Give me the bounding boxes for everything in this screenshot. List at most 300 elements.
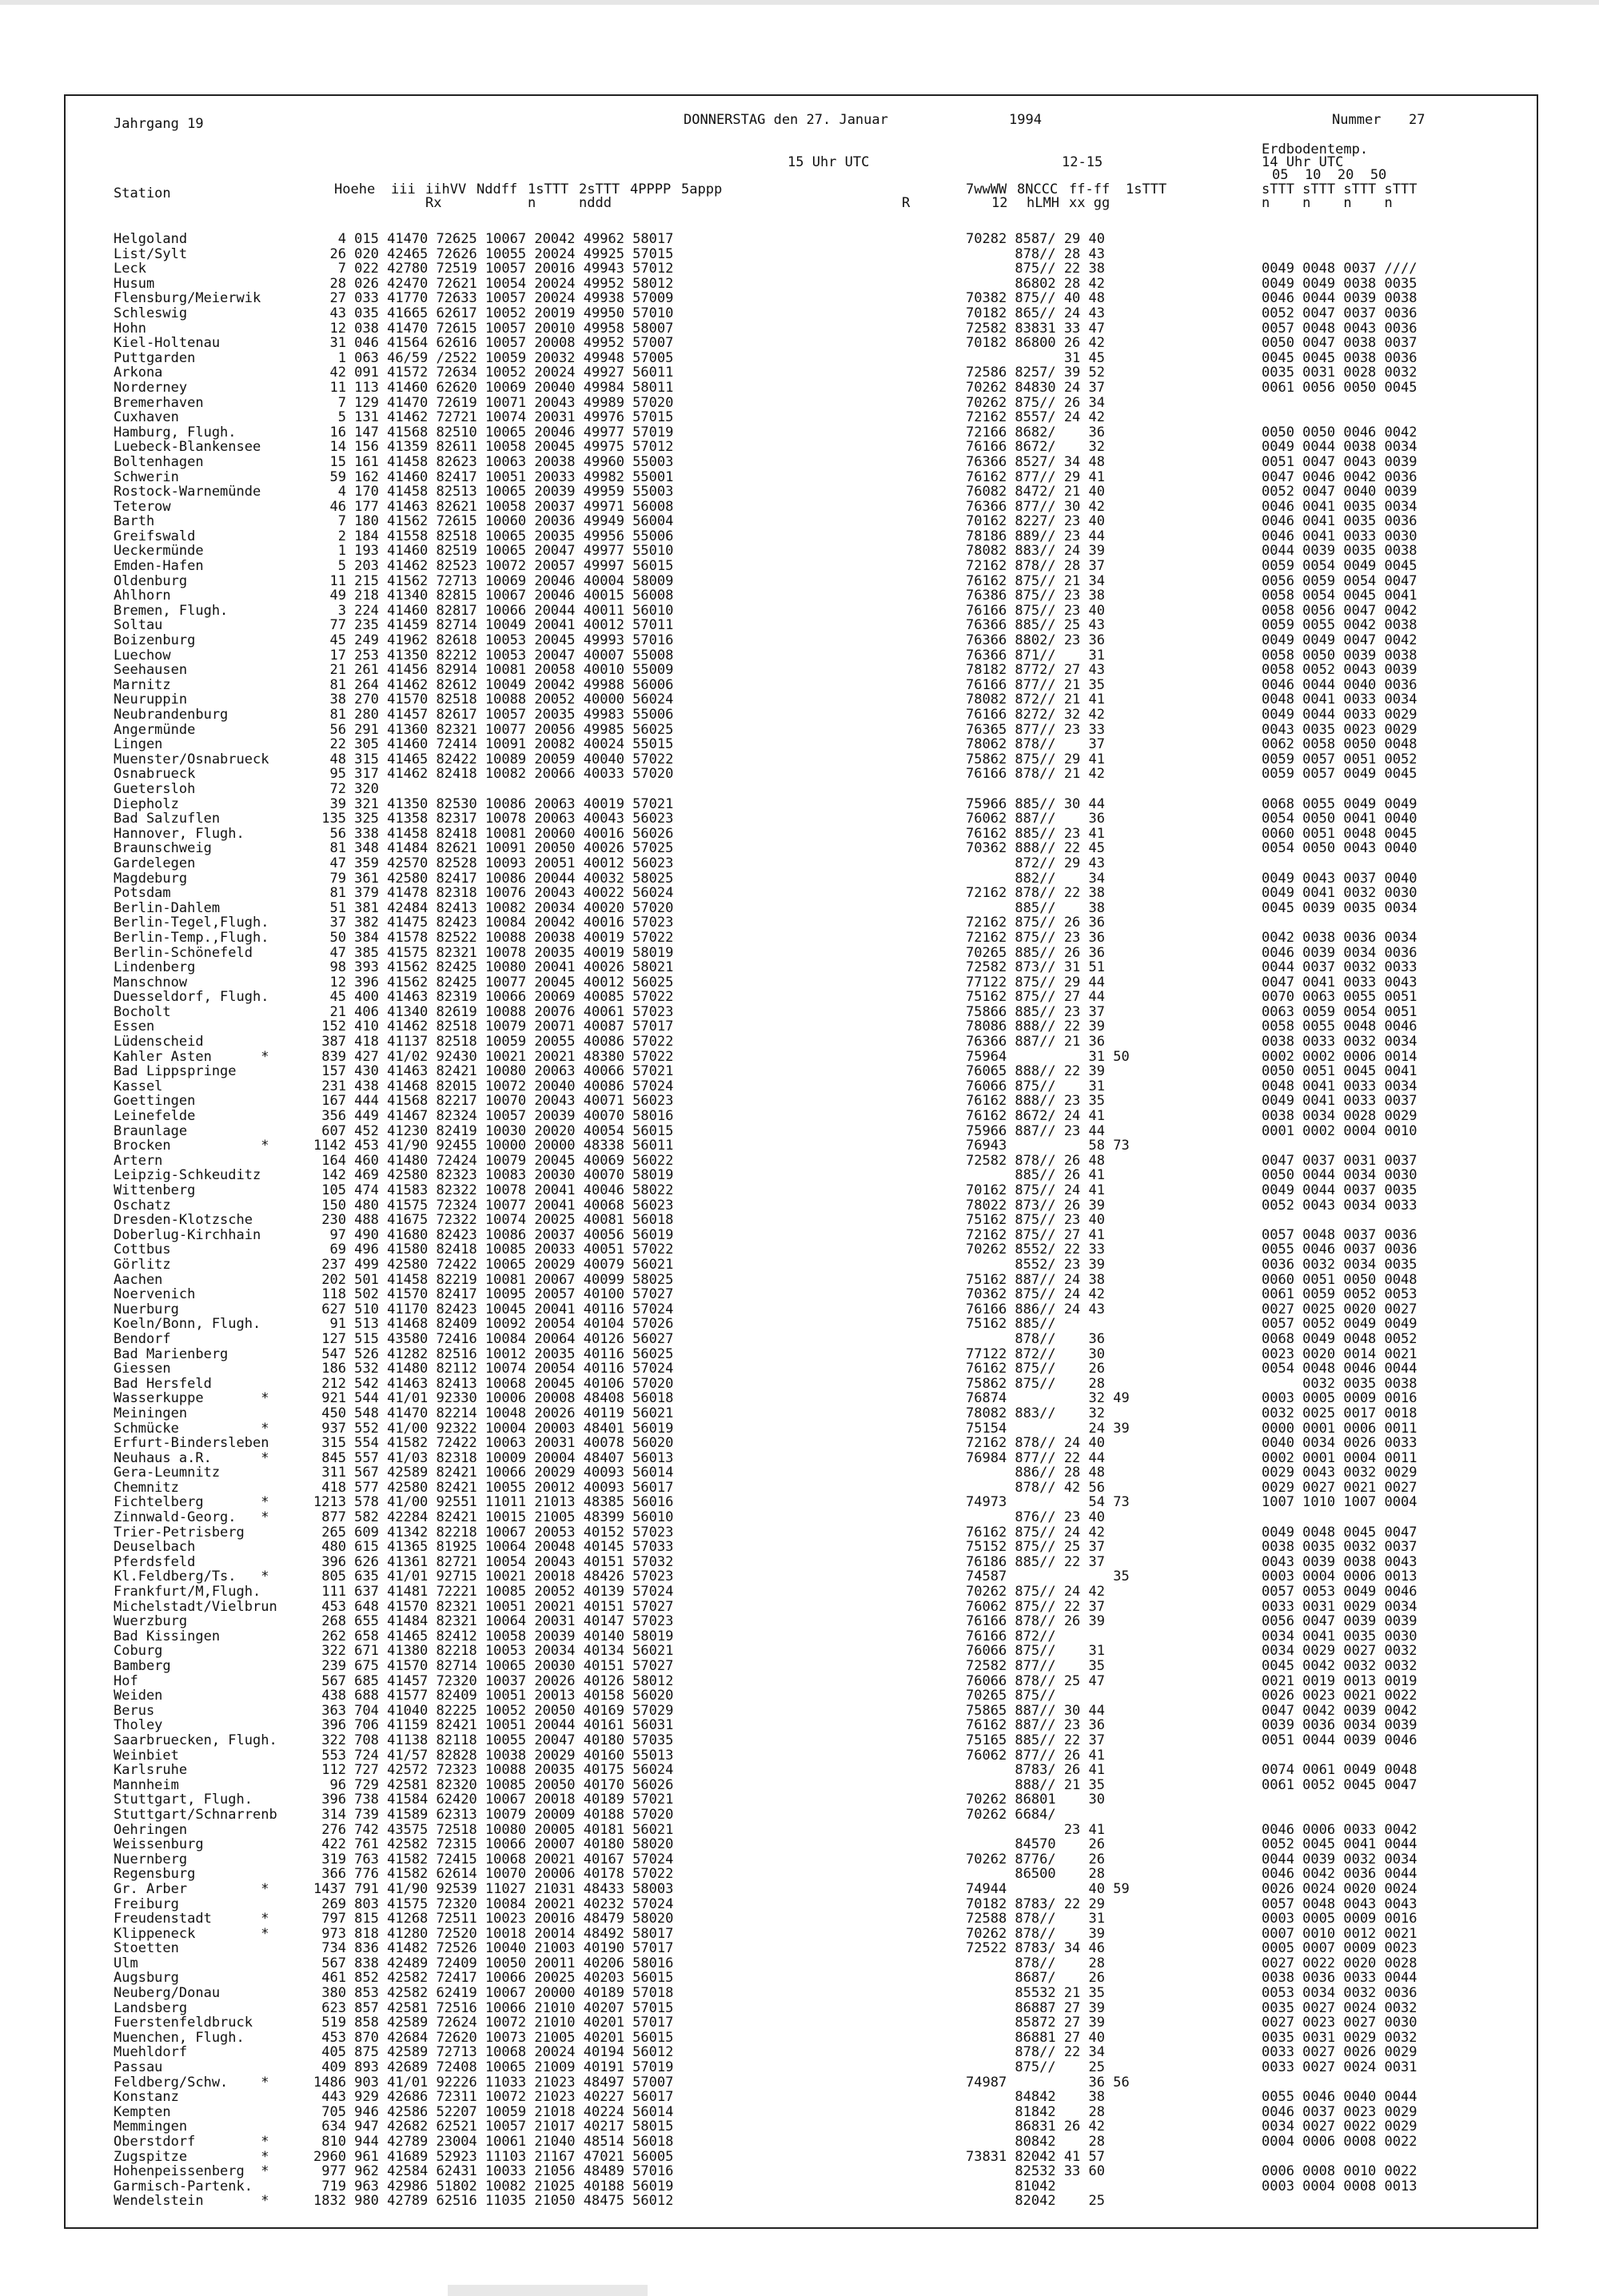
weather-values: 72522 8783/ 34 46 — [966, 1940, 1105, 1957]
station-name: Mannheim — [114, 1776, 179, 1793]
synop-values: 47 359 42570 82528 10093 20051 40012 56023 — [313, 855, 674, 871]
weather-values: 82532 33 60 — [966, 2163, 1105, 2180]
synop-values: 553 724 41/57 82828 10038 20029 40160 55013 — [313, 1747, 674, 1764]
synop-values: 21 261 41456 82914 10081 20058 40010 55009 — [313, 662, 674, 679]
synop-values: 797 815 41268 72511 10023 20016 48479 58020 — [313, 1911, 674, 1927]
station-name: Frankfurt/M,Flugh. — [114, 1584, 261, 1600]
weather-values: 76366 877// 30 42 — [966, 498, 1105, 515]
soil-temps: 0052 0047 0037 0036 — [1262, 305, 1418, 321]
soil-temps: 0007 0010 0012 0021 — [1262, 1925, 1418, 1942]
station-name: Kl.Feldberg/Ts. * — [114, 1569, 269, 1585]
station-name: Stoetten — [114, 1940, 179, 1957]
soil-temps: 0035 0031 0028 0032 — [1262, 365, 1418, 381]
weather-values: 76166 878// 26 39 — [966, 1613, 1105, 1630]
synop-values: 1213 578 41/00 92551 11011 21013 48385 56016 — [313, 1494, 674, 1511]
weather-values: 70262 878// 39 — [966, 1925, 1105, 1942]
synop-values: 315 554 41582 72422 10063 20031 40078 56020 — [313, 1435, 674, 1452]
soil-temps: 0057 0053 0049 0046 — [1262, 1584, 1418, 1600]
synop-values: 22 305 41460 72414 10091 20082 40024 55015 — [313, 736, 674, 753]
station-name: Cottbus — [114, 1242, 171, 1258]
synop-values: 152 410 41462 82518 10079 20071 40087 57017 — [313, 1018, 674, 1035]
synop-values: 921 544 41/01 92330 10006 20008 48408 56018 — [313, 1390, 674, 1407]
station-name: Diepholz — [114, 795, 179, 812]
synop-values: 59 162 41460 82417 10051 20033 49982 55001 — [313, 468, 674, 485]
station-name: Kempten — [114, 2103, 171, 2120]
synop-values: 239 675 41570 82714 10065 20030 40151 57027 — [313, 1658, 674, 1674]
station-name: Lindenberg — [114, 959, 196, 976]
soil-temps: 0059 0054 0049 0045 — [1262, 558, 1418, 575]
col-soil-sub: n n n n — [1262, 195, 1393, 211]
synop-values: 26 020 42465 72626 10055 20024 49925 57015 — [313, 245, 674, 262]
col-group1: 1sTTT — [528, 181, 569, 197]
weather-values: 76874 32 49 — [966, 1390, 1130, 1407]
soil-temps: 0046 0044 0040 0036 — [1262, 676, 1418, 693]
weather-values: 72588 878// 31 — [966, 1911, 1105, 1927]
weather-values: 31 45 — [966, 349, 1105, 366]
soil-temps: 0057 0048 0037 0036 — [1262, 1226, 1418, 1243]
synop-values: 634 947 42682 62521 10057 21017 40217 58015 — [313, 2119, 674, 2135]
weather-values: 72162 875// 27 41 — [966, 1226, 1105, 1243]
weather-values: 888// 21 35 — [966, 1776, 1105, 1793]
station-name: Schleswig — [114, 305, 188, 321]
soil-temps: 0049 0044 0038 0034 — [1262, 439, 1418, 456]
soil-temps: 0070 0063 0055 0051 — [1262, 989, 1418, 1006]
synop-values: 230 488 41675 72322 10074 20025 40081 56018 — [313, 1212, 674, 1229]
weather-values: 70262 8776/ 26 — [966, 1851, 1105, 1867]
soil-temps: 0035 0031 0029 0032 — [1262, 2029, 1418, 2046]
weather-values: 70362 875// 24 42 — [966, 1286, 1105, 1303]
synop-values: 135 325 41358 82317 10078 20063 40043 56023 — [313, 811, 674, 827]
synop-values: 118 502 41570 82417 10095 20057 40100 57027 — [313, 1286, 674, 1303]
soil-temps: 0050 0047 0038 0037 — [1262, 335, 1418, 352]
weather-values: 77122 872// 30 — [966, 1345, 1105, 1362]
weather-values: 878// 42 56 — [966, 1479, 1105, 1496]
station-name: Cuxhaven — [114, 409, 179, 426]
weather-values: 75162 875// 23 40 — [966, 1212, 1105, 1229]
weather-values: 76166 8672/ 32 — [966, 439, 1105, 456]
station-name: Oldenburg — [114, 572, 188, 589]
synop-values: 31 046 41564 62616 10057 20008 49952 57007 — [313, 335, 674, 352]
weather-values: 76066 878// 25 47 — [966, 1672, 1105, 1689]
station-name: Kahler Asten * — [114, 1048, 269, 1065]
weather-values: 86500 28 — [966, 1866, 1105, 1883]
weather-values: 86802 28 42 — [966, 275, 1105, 292]
station-name: Michelstadt/Vielbrun — [114, 1598, 277, 1615]
weather-values: 70362 888// 22 45 — [966, 840, 1105, 857]
station-name: Ueckermünde — [114, 543, 204, 560]
station-name: Fichtelberg * — [114, 1494, 269, 1511]
range-1215: 12-15 — [1062, 154, 1103, 170]
station-name: Husum — [114, 275, 155, 292]
weather-values: 75966 885// 30 44 — [966, 795, 1105, 812]
weather-values: 78062 878// 37 — [966, 736, 1105, 753]
soil-temps: 0052 0045 0041 0044 — [1262, 1836, 1418, 1853]
weather-values: 875// 25 — [966, 2059, 1105, 2076]
synop-values: 27 033 41770 72633 10057 20024 49938 57009 — [313, 290, 674, 307]
soil-temps: 0061 0059 0052 0053 — [1262, 1286, 1418, 1303]
synop-values: 28 026 42470 72621 10054 20024 49952 58012 — [313, 275, 674, 292]
soil-temps: 0038 0035 0032 0037 — [1262, 1539, 1418, 1556]
synop-values: 519 858 42589 72624 10072 21010 40201 57017 — [313, 2015, 674, 2031]
station-name: Potsdam — [114, 885, 171, 902]
station-name: Freiburg — [114, 1895, 179, 1912]
soil-temps: 0053 0034 0032 0036 — [1262, 1985, 1418, 2002]
weather-values: 8783/ 26 41 — [966, 1762, 1105, 1779]
synop-values: 567 685 41457 72320 10037 20026 40126 58012 — [313, 1672, 674, 1689]
station-name: Neuberg/Donau — [114, 1985, 221, 2002]
synop-values: 69 496 41580 82418 10085 20033 40051 57022 — [313, 1242, 674, 1258]
station-name: Görlitz — [114, 1256, 171, 1273]
synop-values: 4 170 41458 82513 10065 20039 49959 55003 — [313, 484, 674, 500]
station-name: Aachen — [114, 1271, 163, 1288]
weather-values: 70282 8587/ 29 40 — [966, 231, 1105, 247]
soil-temps: 0003 0004 0008 0013 — [1262, 2178, 1418, 2194]
synop-values: 405 875 42589 72713 10068 20024 40194 56012 — [313, 2044, 674, 2061]
weather-values: 78186 889// 23 44 — [966, 528, 1105, 544]
synop-values: 91 513 41468 82409 10092 20054 40104 57026 — [313, 1316, 674, 1333]
soil-temps: 0043 0035 0023 0029 — [1262, 721, 1418, 738]
synop-values: 1832 980 42789 62516 11035 21050 48475 56012 — [313, 2193, 674, 2210]
synop-values: 16 147 41568 82510 10065 20046 49977 57019 — [313, 424, 674, 440]
station-name: Seehausen — [114, 662, 188, 679]
soil-temps: 0033 0027 0026 0029 — [1262, 2044, 1418, 2061]
station-name: Nuerburg — [114, 1301, 179, 1317]
synop-values: 810 944 42789 23004 10061 21040 48514 56018 — [313, 2134, 674, 2150]
synop-values: 112 727 42572 72323 10088 20035 40175 56024 — [313, 1762, 674, 1779]
station-name: Erfurt-Bindersleben — [114, 1435, 269, 1452]
station-name: Feldberg/Schw. * — [114, 2074, 269, 2091]
weather-values: 875// 22 38 — [966, 261, 1105, 277]
weather-values: 70262 84830 24 37 — [966, 379, 1105, 396]
soil-temps: 0021 0019 0013 0019 — [1262, 1672, 1418, 1689]
number: 27 — [1409, 112, 1426, 128]
weather-values: 75162 887// 24 38 — [966, 1271, 1105, 1288]
col-group2: 2sTTT — [579, 181, 620, 197]
weather-values: 76162 875// 26 — [966, 1361, 1105, 1377]
weather-values: 878// 28 — [966, 1955, 1105, 1971]
synop-values: 268 655 41484 82321 10064 20031 40147 57023 — [313, 1613, 674, 1630]
soil-temps: 0046 0041 0033 0030 — [1262, 528, 1418, 544]
soil-temps: 0050 0051 0045 0041 — [1262, 1063, 1418, 1080]
soil-temps: 0039 0036 0034 0039 — [1262, 1717, 1418, 1734]
synop-values: 39 321 41350 82530 10086 20063 40019 57021 — [313, 795, 674, 812]
station-name: Luechow — [114, 647, 171, 664]
synop-values: 56 291 41360 82321 10077 20056 49985 56025 — [313, 721, 674, 738]
station-name: Rostock-Warnemünde — [114, 484, 261, 500]
soil-temps: 0049 0044 0033 0029 — [1262, 707, 1418, 723]
synop-values: 461 852 42582 72417 10066 20025 40203 56015 — [313, 1970, 674, 1987]
station-name: Gr. Arber * — [114, 1880, 269, 1897]
weather-values: 75862 875// 28 — [966, 1375, 1105, 1392]
weather-values: 82042 25 — [966, 2193, 1105, 2210]
weather-values: 886// 28 48 — [966, 1465, 1105, 1481]
weather-values: 70262 6684/ — [966, 1806, 1056, 1823]
weather-values: 878// 28 43 — [966, 245, 1105, 262]
weather-values: 77122 875// 29 44 — [966, 974, 1105, 991]
station-name: Kassel — [114, 1078, 163, 1094]
soil-temps: 0049 0049 0047 0042 — [1262, 632, 1418, 649]
synop-values: 51 381 42484 82413 10082 20034 40020 57020 — [313, 899, 674, 916]
soil-temps: 0044 0039 0035 0038 — [1262, 543, 1418, 560]
synop-values: 276 742 43575 72518 10080 20005 40181 56021 — [313, 1821, 674, 1838]
soil-temps: 0034 0027 0022 0029 — [1262, 2119, 1418, 2135]
station-name: Nuernberg — [114, 1851, 188, 1867]
weather-values: 70262 8552/ 22 33 — [966, 1242, 1105, 1258]
station-name: Giessen — [114, 1361, 171, 1377]
weather-values: 78182 8772/ 27 43 — [966, 662, 1105, 679]
synop-values: 2960 961 41689 52923 11103 21167 47021 56005 — [313, 2148, 674, 2165]
station-name: Berus — [114, 1702, 155, 1719]
weather-values: 81842 28 — [966, 2103, 1105, 2120]
soil-temps: 0046 0037 0023 0029 — [1262, 2103, 1418, 2120]
station-name: Koeln/Bonn, Flugh. — [114, 1316, 261, 1333]
weather-values: 75154 24 39 — [966, 1420, 1130, 1437]
synop-values: 45 400 41463 82319 10066 20069 40085 57022 — [313, 989, 674, 1006]
synop-values: 38 270 41570 82518 10088 20052 40000 56024 — [313, 692, 674, 708]
synop-values: 977 962 42584 62431 10033 21056 48489 57016 — [313, 2163, 674, 2180]
soil-temps: 0056 0047 0039 0039 — [1262, 1613, 1418, 1630]
weather-values: 23 41 — [966, 1821, 1105, 1838]
station-name: Neuruppin — [114, 692, 188, 708]
station-name: Bad Kissingen — [114, 1628, 221, 1644]
synop-values: 50 384 41578 82522 10088 20038 40019 57022 — [313, 929, 674, 946]
synop-values: 98 393 41562 82425 10080 20041 40026 58021 — [313, 959, 674, 976]
synop-values: 973 818 41280 72520 10018 20014 48492 58017 — [313, 1925, 674, 1942]
soil-temps: 0049 0048 0045 0047 — [1262, 1524, 1418, 1541]
weather-values: 75162 875// 27 44 — [966, 989, 1105, 1006]
station-name: Karlsruhe — [114, 1762, 188, 1779]
soil-temps: 0048 0041 0033 0034 — [1262, 692, 1418, 708]
synop-values: 42 091 41572 72634 10052 20024 49927 56011 — [313, 365, 674, 381]
soil-temps: 0032 0025 0017 0018 — [1262, 1405, 1418, 1421]
soil-temps: 0055 0046 0040 0044 — [1262, 2089, 1418, 2106]
synop-values: 627 510 41170 82423 10045 20041 40116 57024 — [313, 1301, 674, 1317]
synop-values: 5 131 41462 72721 10074 20031 49976 57015 — [313, 409, 674, 426]
weather-values: 70262 875// 24 42 — [966, 1584, 1105, 1600]
station-name: Weiden — [114, 1688, 163, 1704]
weather-values: 878// 22 34 — [966, 2044, 1105, 2061]
weather-values: 72162 8557/ 24 42 — [966, 409, 1105, 426]
soil-temps: 0043 0039 0038 0043 — [1262, 1553, 1418, 1570]
station-name: Hohn — [114, 320, 146, 337]
day-date: DONNERSTAG den 27. Januar — [684, 112, 888, 128]
synop-values: 719 963 42986 51802 10082 21025 40188 56019 — [313, 2178, 674, 2194]
col-ffff-sub: xx gg — [1069, 195, 1111, 211]
station-name: Augsburg — [114, 1970, 179, 1987]
station-name: Boltenhagen — [114, 453, 204, 470]
weather-values: 70162 875// 24 41 — [966, 1182, 1105, 1198]
station-name: Teterow — [114, 498, 171, 515]
soil-temps: 0058 0054 0045 0041 — [1262, 588, 1418, 604]
soil-temps: 0000 0001 0006 0011 — [1262, 1420, 1418, 1437]
station-name: Schmücke * — [114, 1420, 269, 1437]
station-name: Wasserkuppe * — [114, 1390, 269, 1407]
station-name: List/Sylt — [114, 245, 188, 262]
number-label: Nummer — [1332, 112, 1382, 128]
station-name: Zinnwald-Georg. * — [114, 1509, 269, 1526]
soil-temps: 0027 0025 0020 0027 — [1262, 1301, 1418, 1317]
weather-values: 76162 877// 29 41 — [966, 468, 1105, 485]
soil-temps: 0026 0023 0021 0022 — [1262, 1688, 1418, 1704]
synop-values: 157 430 41463 82421 10080 20063 40066 57021 — [313, 1063, 674, 1080]
weather-values: 76162 885// 23 41 — [966, 825, 1105, 842]
soil-temps: 0038 0036 0033 0044 — [1262, 1970, 1418, 1987]
weather-values: 75865 887// 30 44 — [966, 1702, 1105, 1719]
soil-temps: 0035 0027 0024 0032 — [1262, 1999, 1418, 2016]
weather-values: 75866 885// 23 37 — [966, 1003, 1105, 1020]
synop-values: 46 177 41463 82621 10058 20037 49971 56008 — [313, 498, 674, 515]
synop-values: 396 738 41584 62420 10067 20018 40189 57021 — [313, 1792, 674, 1808]
soil-temps: 0046 0041 0035 0036 — [1262, 513, 1418, 530]
synop-values: 5 203 41462 82523 10072 20057 49997 56015 — [313, 558, 674, 575]
weather-values: 76062 887// 36 — [966, 811, 1105, 827]
synop-values: 319 763 41582 72415 10068 20021 40167 57024 — [313, 1851, 674, 1867]
soil-temps: 0027 0022 0020 0028 — [1262, 1955, 1418, 1971]
soil-temps: 0068 0055 0049 0049 — [1262, 795, 1418, 812]
soil-temps: 0057 0052 0049 0049 — [1262, 1316, 1418, 1333]
weather-values: 76082 8472/ 21 40 — [966, 484, 1105, 500]
soil-temps: 0029 0043 0032 0029 — [1262, 1465, 1418, 1481]
synop-values: 47 385 41575 82321 10078 20035 40019 58019 — [313, 944, 674, 961]
synop-values: 380 853 42582 62419 10067 20000 40189 57018 — [313, 1985, 674, 2002]
soil-temps: 0044 0037 0032 0033 — [1262, 959, 1418, 976]
station-name: Bad Lippspringe — [114, 1063, 237, 1080]
weather-values: 70262 875// 26 34 — [966, 394, 1105, 411]
synop-values: 95 317 41462 82418 10082 20066 40033 57020 — [313, 766, 674, 783]
synop-values: 1 193 41460 82519 10065 20047 49977 55010 — [313, 543, 674, 560]
weather-values: 76166 886// 24 43 — [966, 1301, 1105, 1317]
weather-values: 78082 883// 24 39 — [966, 543, 1105, 560]
station-name: Braunschweig — [114, 840, 212, 857]
soil-depths: 05 10 20 50 — [1272, 167, 1387, 183]
weather-values: 70382 875// 40 48 — [966, 290, 1105, 307]
station-name: Guetersloh — [114, 780, 196, 797]
station-name: Bad Salzuflen — [114, 811, 221, 827]
station-name: Oschatz — [114, 1197, 171, 1214]
col-group7-sub: 12 — [991, 195, 1008, 211]
synop-values: 167 444 41568 82217 10070 20043 40071 56023 — [313, 1093, 674, 1110]
soil-temps: 0023 0020 0014 0021 — [1262, 1345, 1418, 1362]
synop-values: 314 739 41589 62313 10079 20009 40188 57020 — [313, 1806, 674, 1823]
weather-values: 74587 35 — [966, 1569, 1130, 1585]
synop-values: 7 022 42780 72519 10057 20016 49943 57012 — [313, 261, 674, 277]
soil-temps: 0051 0047 0043 0039 — [1262, 453, 1418, 470]
weather-values: 70262 86801 30 — [966, 1792, 1105, 1808]
soil-temps: 0049 0041 0033 0037 — [1262, 1093, 1418, 1110]
synop-values: 237 499 42580 72422 10065 20029 40079 56021 — [313, 1256, 674, 1273]
soil-temps: 0049 0049 0038 0035 — [1262, 275, 1418, 292]
synop-values: 443 929 42686 72311 10072 21023 40227 56017 — [313, 2089, 674, 2106]
col-group1b: 1sTTT — [1126, 181, 1167, 197]
synop-values: 322 671 41380 82218 10053 20034 40134 56021 — [313, 1643, 674, 1660]
station-name: Klippeneck * — [114, 1925, 269, 1942]
station-name: Muenchen, Flugh. — [114, 2029, 245, 2046]
synop-values: 262 658 41465 82412 10058 20039 40140 58019 — [313, 1628, 674, 1644]
station-name: Wittenberg — [114, 1182, 196, 1198]
synop-values: 363 704 41040 82225 10052 20050 40169 57029 — [313, 1702, 674, 1719]
station-table — [114, 231, 1489, 2211]
station-name: Arkona — [114, 365, 163, 381]
soil-temps: 0058 0050 0039 0038 — [1262, 647, 1418, 664]
synop-values: 150 480 41575 72324 10077 20041 40068 56023 — [313, 1197, 674, 1214]
weather-values: 76186 885// 22 37 — [966, 1553, 1105, 1570]
weather-values: 76166 878// 21 42 — [966, 766, 1105, 783]
soil-temps: 0058 0052 0043 0039 — [1262, 662, 1418, 679]
synop-values: 1486 903 41/01 92226 11033 21023 48497 57007 — [313, 2074, 674, 2091]
soil-temps: 0048 0041 0033 0034 — [1262, 1078, 1418, 1094]
soil-temps: 0003 0005 0009 0016 — [1262, 1390, 1418, 1407]
soil-temps: 0033 0027 0024 0031 — [1262, 2059, 1418, 2076]
soil-temps: 0052 0043 0034 0033 — [1262, 1197, 1418, 1214]
table-row — [114, 2193, 1489, 2211]
soil-temps: 0045 0039 0035 0034 — [1262, 899, 1418, 916]
soil-temps: 0046 0039 0034 0036 — [1262, 944, 1418, 961]
station-name: Tholey — [114, 1717, 163, 1734]
soil-temps: 0047 0042 0039 0042 — [1262, 1702, 1418, 1719]
station-name: Zugspitze * — [114, 2148, 269, 2165]
weather-values: 8552/ 23 39 — [966, 1256, 1105, 1273]
soil-temps: 0059 0057 0051 0052 — [1262, 751, 1418, 767]
soil-temps: 0044 0039 0032 0034 — [1262, 1851, 1418, 1867]
weather-values: 75862 875// 29 41 — [966, 751, 1105, 767]
station-name: Manschnow — [114, 974, 188, 991]
weather-values: 76166 8272/ 32 42 — [966, 707, 1105, 723]
weather-values: 70265 875// — [966, 1688, 1056, 1704]
station-name: Braunlage — [114, 1122, 188, 1139]
synop-values: 111 637 41481 72221 10085 20052 40139 57024 — [313, 1584, 674, 1600]
soil-temps: 0001 0002 0004 0010 — [1262, 1122, 1418, 1139]
soil-temps: 0052 0047 0040 0039 — [1262, 484, 1418, 500]
station-name: Berlin-Temp.,Flugh. — [114, 929, 269, 946]
synop-values: 387 418 41137 82518 10059 20055 40086 57022 — [313, 1034, 674, 1050]
soil-temps: 0032 0035 0038 — [1262, 1375, 1418, 1392]
soil-temps: 0054 0050 0043 0040 — [1262, 840, 1418, 857]
synop-values: 453 870 42684 72620 10073 21005 40201 56015 — [313, 2029, 674, 2046]
station-name: Leipzig-Schkeuditz — [114, 1167, 261, 1184]
soil-temps: 0003 0005 0009 0016 — [1262, 1911, 1418, 1927]
weather-values: 70182 86800 26 42 — [966, 335, 1105, 352]
weather-values: 76162 875// 24 42 — [966, 1524, 1105, 1541]
soil-time: 14 Uhr UTC — [1262, 154, 1344, 170]
station-name: Bremen, Flugh. — [114, 602, 229, 619]
soil-temps: 0046 0044 0039 0038 — [1262, 290, 1418, 307]
station-name: Lingen — [114, 736, 163, 753]
synop-values: 366 776 41582 62614 10070 20006 40178 57022 — [313, 1866, 674, 1883]
soil-temps: 0002 0002 0006 0014 — [1262, 1048, 1418, 1065]
station-name: Stuttgart, Flugh. — [114, 1792, 253, 1808]
soil-temps: 0046 0006 0033 0042 — [1262, 1821, 1418, 1838]
weather-values: 70182 865// 24 43 — [966, 305, 1105, 321]
synop-values: 422 761 42582 72315 10066 20007 40180 58020 — [313, 1836, 674, 1853]
soil-temps: 0046 0042 0036 0044 — [1262, 1866, 1418, 1883]
weather-values: 86887 27 39 — [966, 1999, 1105, 2016]
soil-temps: 0062 0058 0050 0048 — [1262, 736, 1418, 753]
weather-values: 70265 885// 26 36 — [966, 944, 1105, 961]
weather-values: 85872 27 39 — [966, 2015, 1105, 2031]
weather-values: 882// 34 — [966, 870, 1105, 887]
station-name: Magdeburg — [114, 870, 188, 887]
soil-temps: 0074 0061 0049 0048 — [1262, 1762, 1418, 1779]
synop-values: 322 708 41138 82118 10055 20047 40180 57035 — [313, 1732, 674, 1748]
station-name: Meiningen — [114, 1405, 188, 1421]
soil-temps: 0054 0048 0046 0044 — [1262, 1361, 1418, 1377]
station-name: Bamberg — [114, 1658, 171, 1674]
weather-values: 76066 875// 31 — [966, 1643, 1105, 1660]
station-name: Fuerstenfeldbruck — [114, 2015, 253, 2031]
weather-values: 74987 36 56 — [966, 2074, 1130, 2091]
year: 1994 — [1009, 112, 1042, 128]
station-name: Stuttgart/Schnarrenb — [114, 1806, 277, 1823]
